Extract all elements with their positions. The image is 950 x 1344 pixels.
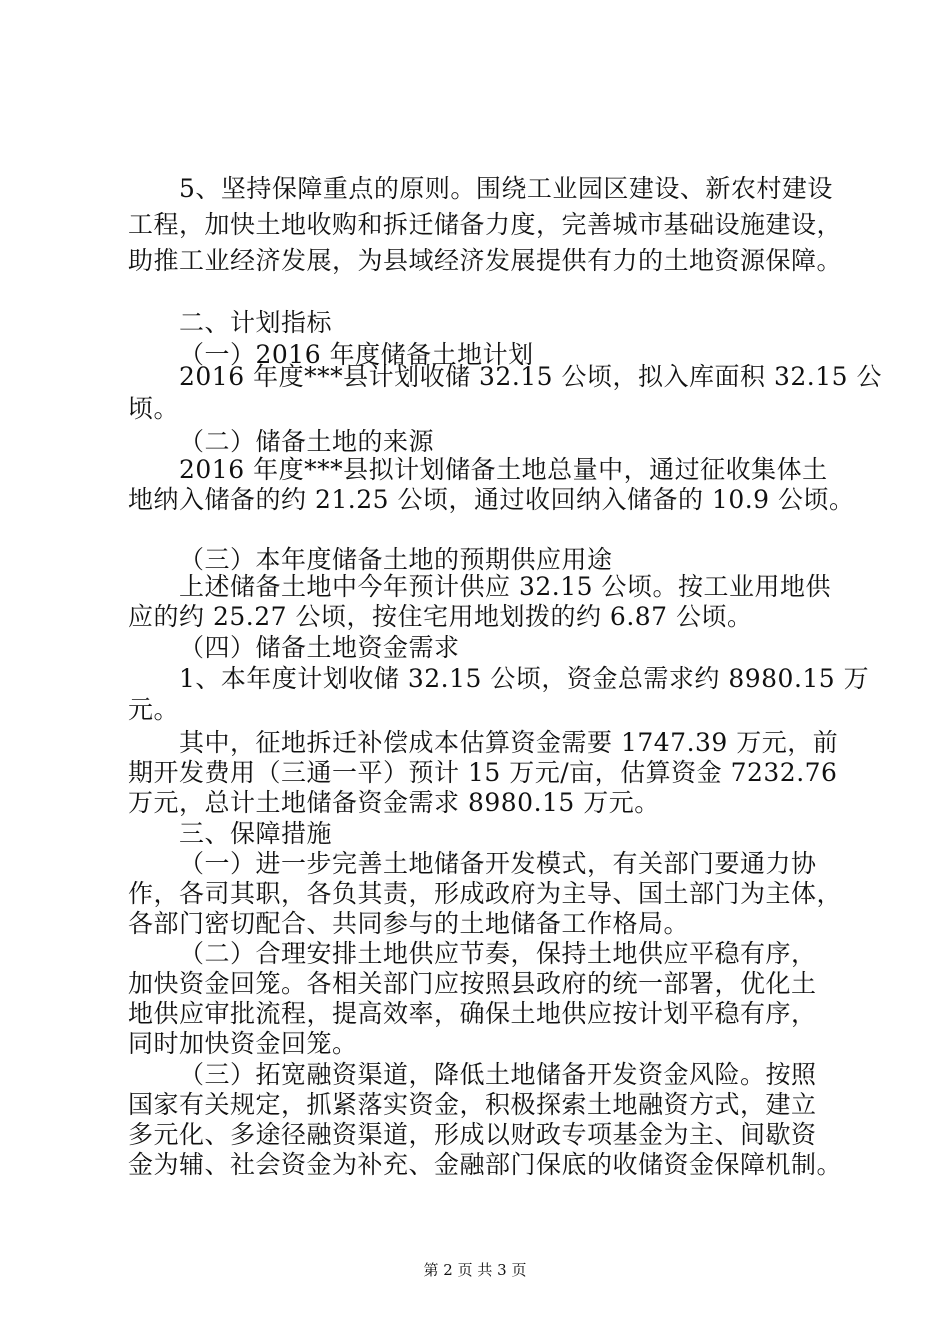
paragraph-line: 其中，征地拆迁补偿成本估算资金需要 1747.39 万元，前 bbox=[179, 728, 839, 757]
paragraph-line: 2016 年度***县计划收储 32.15 公顷，拟入库面积 32.15 公 bbox=[179, 362, 882, 391]
section-heading: 二、计划指标 bbox=[179, 308, 333, 337]
section-heading: 三、保障措施 bbox=[179, 819, 333, 848]
subsection-heading: （三）本年度储备土地的预期供应用途 bbox=[179, 545, 613, 574]
paragraph-line: 顷。 bbox=[128, 394, 180, 423]
paragraph-line: 2016 年度***县拟计划储备土地总量中，通过征收集体土 bbox=[179, 455, 828, 484]
paragraph-line: 助推工业经济发展，为县域经济发展提供有力的土地资源保障。 bbox=[128, 246, 843, 275]
paragraph-line: （二）合理安排土地供应节奏，保持土地供应平稳有序， bbox=[179, 939, 817, 968]
paragraph-line: 地纳入储备的约 21.25 公顷，通过收回纳入储备的 10.9 公顷。 bbox=[128, 485, 855, 514]
paragraph-line: （一）进一步完善土地储备开发模式，有关部门要通力协 bbox=[179, 849, 817, 878]
page-number-footer: 第 2 页 共 3 页 bbox=[423, 1261, 527, 1279]
paragraph-line: 多元化、多途径融资渠道，形成以财政专项基金为主、间歇资 bbox=[128, 1120, 817, 1149]
paragraph-line: 上述储备土地中今年预计供应 32.15 公顷。按工业用地供 bbox=[179, 572, 831, 601]
paragraph-line: 应的约 25.27 公顷，按住宅用地划拨的约 6.87 公顷。 bbox=[128, 602, 753, 631]
paragraph-line: 1、本年度计划收储 32.15 公顷，资金总需求约 8980.15 万 bbox=[179, 664, 870, 693]
paragraph-line: 地供应审批流程，提高效率，确保土地供应按计划平稳有序， bbox=[128, 999, 817, 1028]
subsection-heading: （四）储备土地资金需求 bbox=[179, 633, 460, 662]
paragraph-line: 万元，总计土地储备资金需求 8980.15 万元。 bbox=[128, 788, 660, 817]
paragraph-line: 期开发费用（三通一平）预计 15 万元/亩，估算资金 7232.76 bbox=[128, 758, 838, 787]
paragraph-line: 加快资金回笼。各相关部门应按照县政府的统一部署，优化土 bbox=[128, 969, 817, 998]
subsection-heading: （二）储备土地的来源 bbox=[179, 427, 435, 456]
paragraph-line: 元。 bbox=[128, 695, 180, 724]
subsection-heading: （一）2016 年度储备土地计划 bbox=[179, 340, 534, 369]
paragraph-line: 各部门密切配合、共同参与的土地储备工作格局。 bbox=[128, 909, 690, 938]
paragraph-line: 同时加快资金回笼。 bbox=[128, 1029, 358, 1058]
paragraph-line: 国家有关规定，抓紧落实资金，积极探索土地融资方式，建立 bbox=[128, 1090, 817, 1119]
paragraph-line: 5、坚持保障重点的原则。围绕工业园区建设、新农村建设 bbox=[179, 174, 833, 203]
paragraph-line: （三）拓宽融资渠道，降低土地储备开发资金风险。按照 bbox=[179, 1060, 817, 1089]
paragraph-line: 作，各司其职，各负其责，形成政府为主导、国土部门为主体， bbox=[128, 879, 843, 908]
paragraph-line: 工程，加快土地收购和拆迁储备力度，完善城市基础设施建设， bbox=[128, 210, 843, 239]
paragraph-line: 金为辅、社会资金为补充、金融部门保底的收储资金保障机制。 bbox=[128, 1150, 843, 1179]
